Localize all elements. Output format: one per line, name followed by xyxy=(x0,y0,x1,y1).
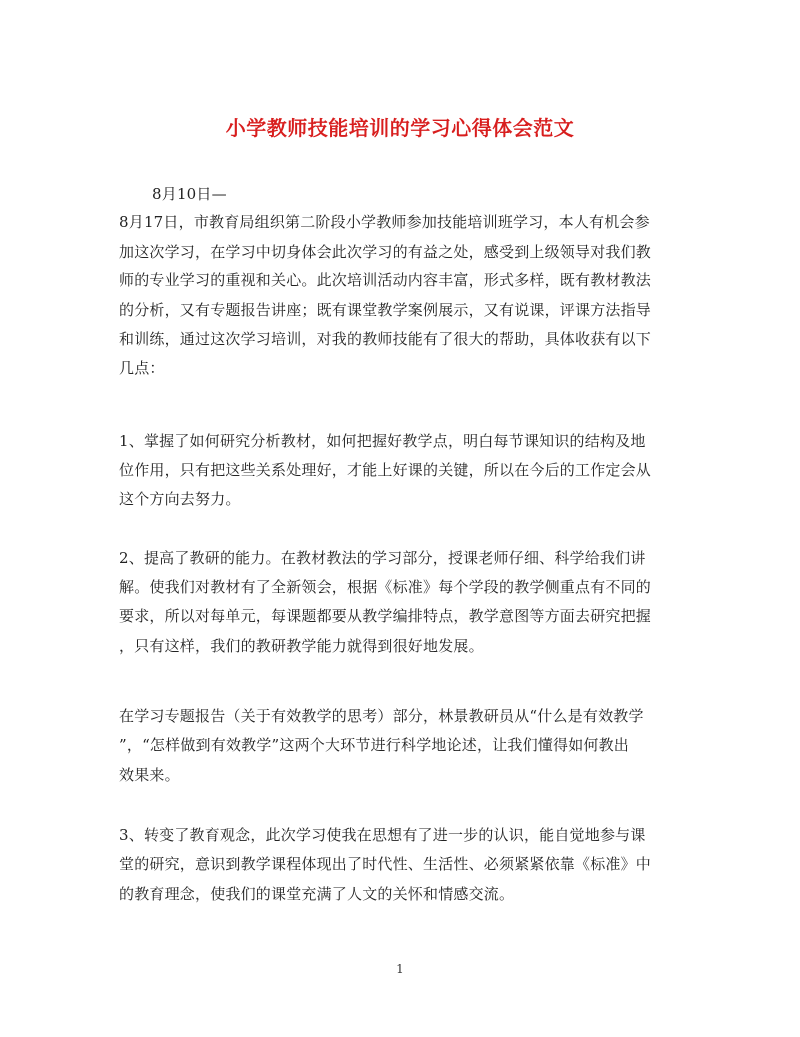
intro-line: 几点： xyxy=(119,359,165,377)
report-line: 效果来。 xyxy=(119,766,180,784)
point2-line: 解。使我们对教材有了全新领会，根据《标准》每个学段的教学侧重点有不同的 xyxy=(119,578,652,596)
report-line: 在学习专题报告（关于有效教学的思考）部分，林景教研员从“什么是有效教学 xyxy=(119,707,644,725)
point1-line: 这个方向去努力。 xyxy=(119,490,241,508)
point3-line: 堂的研究，意识到教学课程体现出了时代性、生活性、必须紧紧依靠《标准》中 xyxy=(119,855,652,873)
intro-line: 和训练，通过这次学习培训，对我的教师技能有了很大的帮助，具体收获有以下 xyxy=(119,330,652,348)
page-number: 1 xyxy=(396,962,404,976)
intro-line: 的分析，又有专题报告讲座；既有课堂教学案例展示，又有说课，评课方法指导 xyxy=(119,301,652,319)
point2-line: 2、提高了教研的能力。在教材教法的学习部分，授课老师仔细、科学给我们讲 xyxy=(119,549,646,567)
report-line: ”，“怎样做到有效教学”这两个大环节进行科学地论述，让我们懂得如何教出 xyxy=(119,736,630,754)
point3-line: 3、转变了教育观念，此次学习使我在思想有了进一步的认识，能自觉地参与课 xyxy=(119,826,646,844)
intro-line: 师的专业学习的重视和关心。此次培训活动内容丰富，形式多样，既有教材教法 xyxy=(119,271,652,289)
point3-line: 的教育理念，使我们的课堂充满了人文的关怀和情感交流。 xyxy=(119,885,515,903)
point2-line: ，只有这样，我们的教研教学能力就得到很好地发展。 xyxy=(119,637,484,655)
date-line: 8月10日— xyxy=(152,185,227,203)
intro-line: 8月17日，市教育局组织第二阶段小学教师参加技能培训班学习，本人有机会参 xyxy=(119,213,650,231)
point1-line: 1、掌握了如何研究分析教材，如何把握好教学点，明白每节课知识的结构及地 xyxy=(119,432,646,450)
point2-line: 要求，所以对每单元，每课题都要从教学编排特点，教学意图等方面去研究把握 xyxy=(119,607,652,625)
intro-line: 加这次学习，在学习中切身体会此次学习的有益之处，感受到上级领导对我们教 xyxy=(119,243,652,261)
point1-line: 位作用，只有把这些关系处理好，才能上好课的关键，所以在今后的工作定会从 xyxy=(119,461,652,479)
document-title: 小学教师技能培训的学习心得体会范文 xyxy=(225,116,575,140)
